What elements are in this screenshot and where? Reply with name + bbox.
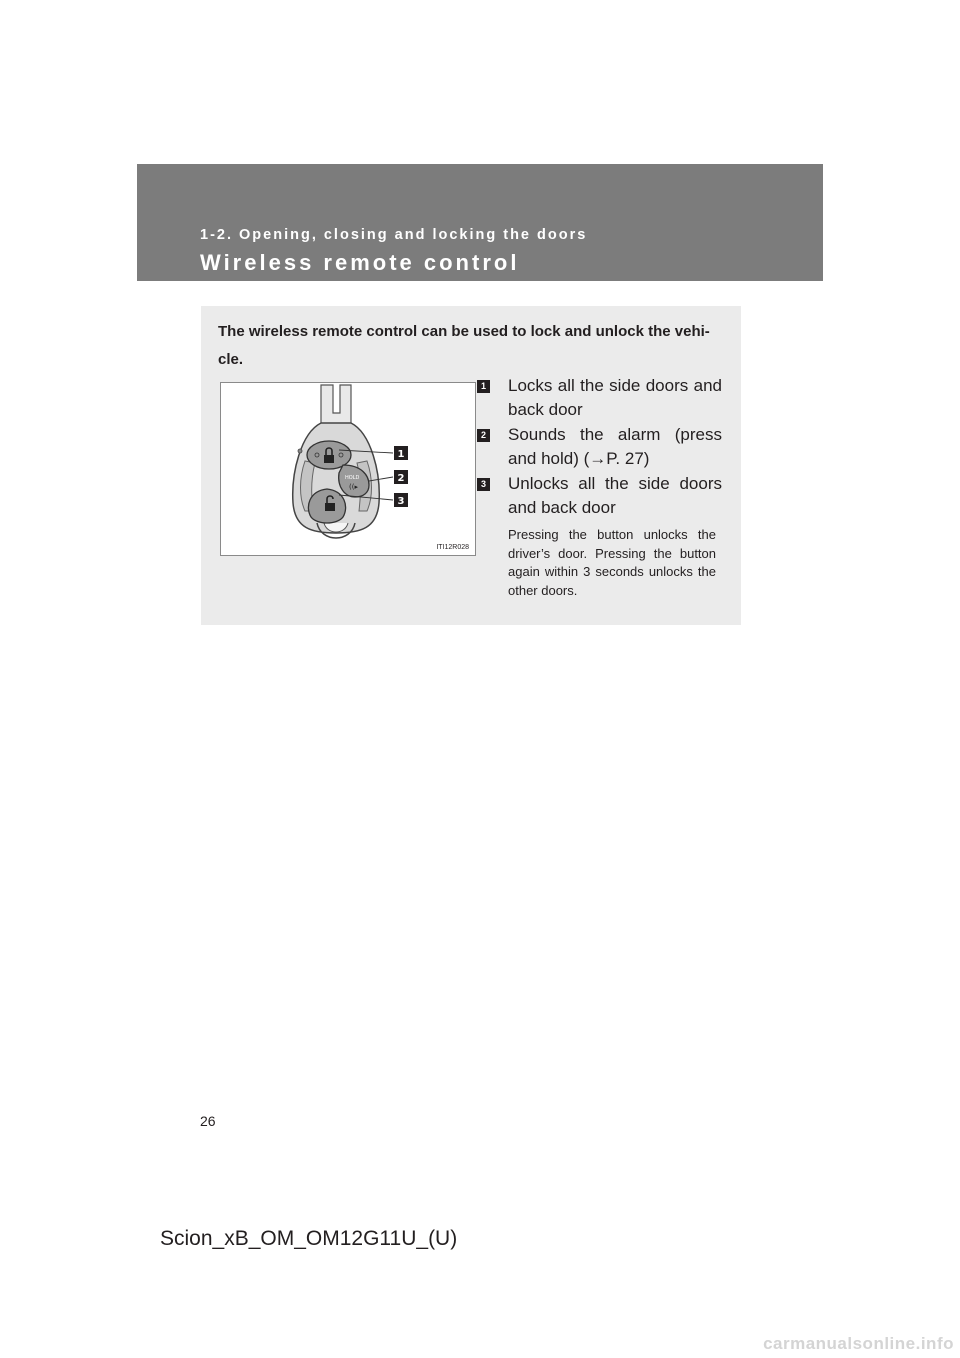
callout-1: 1 (397, 449, 405, 460)
section-header (137, 164, 823, 281)
page-number: 26 (200, 1113, 216, 1129)
item-number-badge: 1 (477, 380, 490, 393)
unlock-note: Pressing the button unlocks the driver’s door. Pressing the button again within 3 seconds unlocks the other doors. (508, 527, 716, 598)
intro-text: The wireless remote control can be used to lock and unlock the vehi-cle. (218, 323, 710, 368)
list-item (477, 374, 722, 421)
section-title: 1-2. Opening, closing and locking the doors (200, 227, 588, 243)
list-item (477, 423, 722, 470)
page-title: Wireless remote control (200, 250, 520, 275)
callout-3: 3 (397, 496, 405, 507)
item-text: Locks all the side doors and back door (508, 376, 722, 419)
item-text: Unlocks all the side doors and back door (508, 474, 722, 517)
button-list (477, 374, 722, 521)
item-number-badge: 2 (477, 429, 490, 442)
document-id: Scion_xB_OM_OM12G11U_(U) (160, 1227, 458, 1250)
content-panel (201, 306, 741, 625)
remote-illustration (220, 382, 476, 556)
item-number-badge: 3 (477, 478, 490, 491)
item-text: Sounds the alarm (press and hold) (→P. 27) (508, 425, 722, 468)
watermark: carmanualsonline.info (763, 1334, 954, 1353)
key-fob-drawing (221, 383, 475, 555)
callout-2: 2 (397, 473, 405, 484)
svg-text:((▸: ((▸ (349, 483, 358, 491)
list-item (477, 472, 722, 519)
figure-code: ITI12R028 (436, 544, 469, 551)
svg-text:HOLD: HOLD (345, 475, 360, 481)
